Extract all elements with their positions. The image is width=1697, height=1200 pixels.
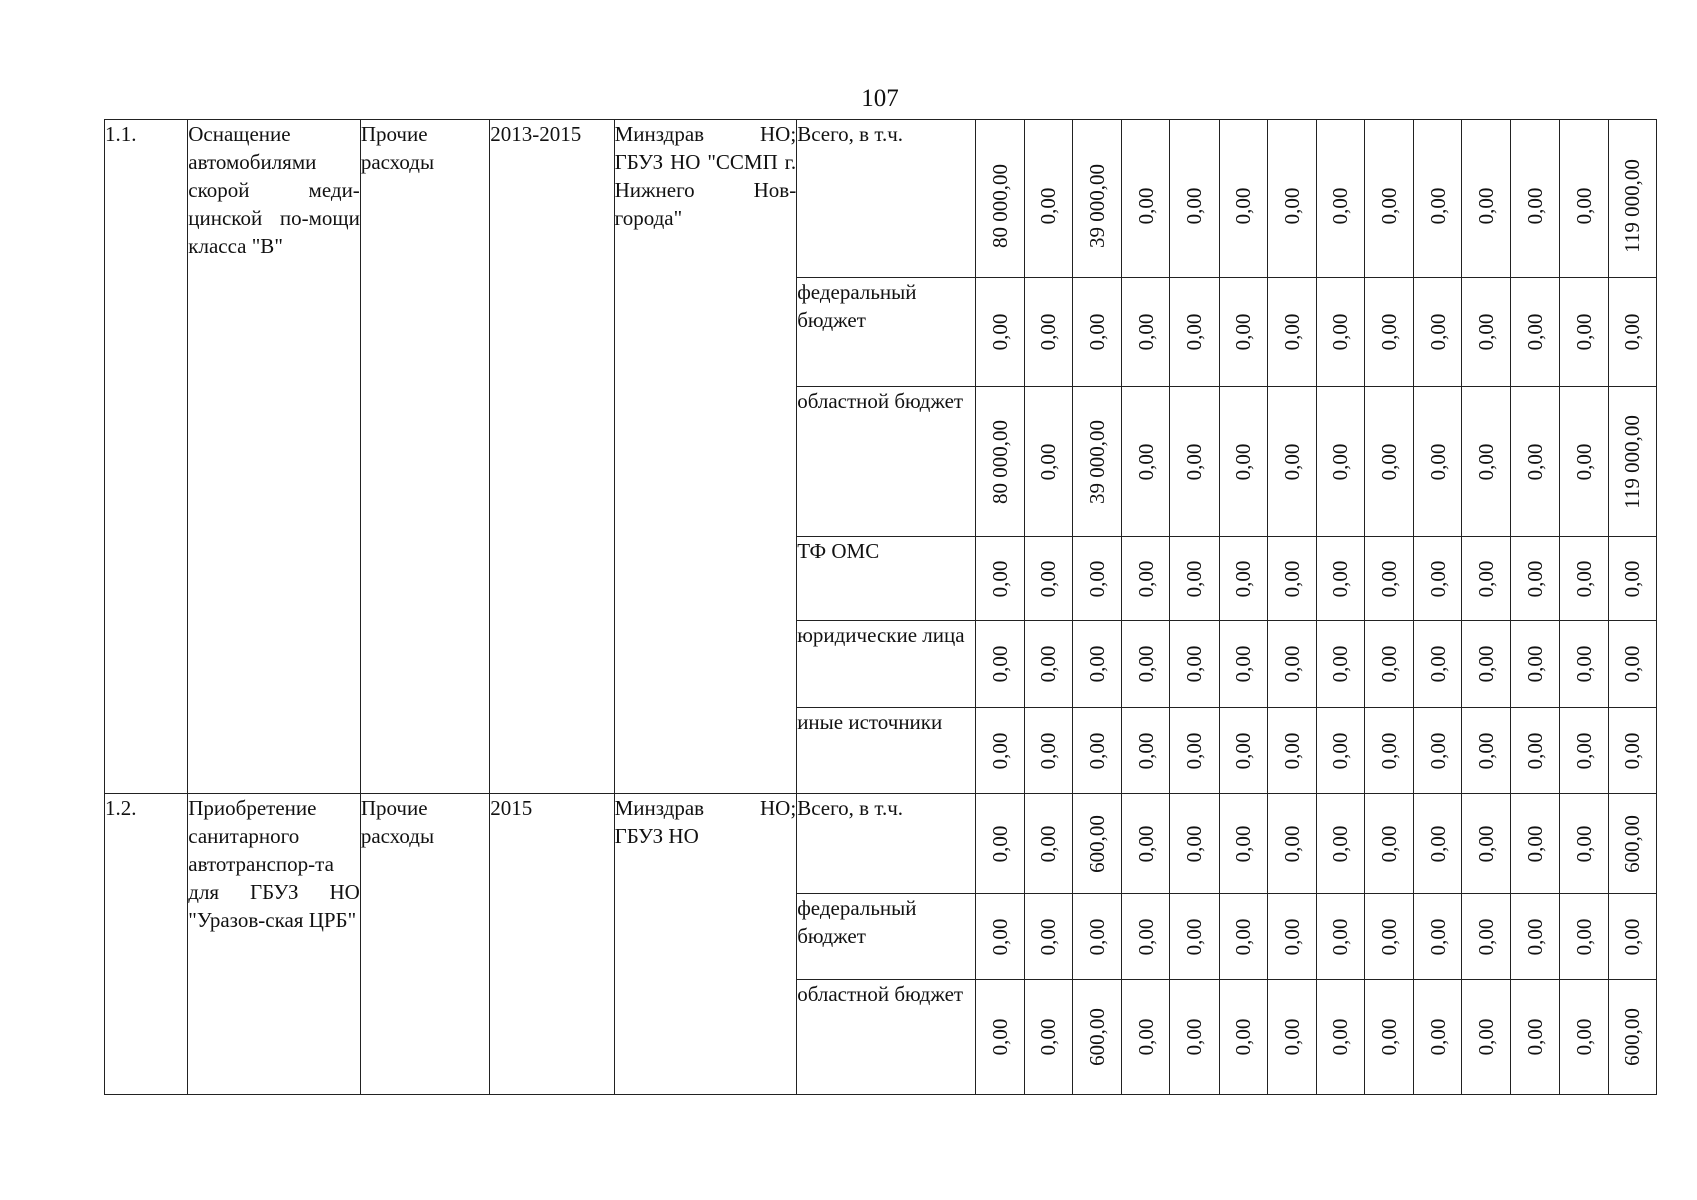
amount-value: 0,00 — [1328, 918, 1353, 955]
amount-cell — [1024, 894, 1072, 980]
amount-value: 0,00 — [1279, 732, 1304, 769]
amount-cell — [1122, 387, 1170, 537]
budget-row — [105, 794, 1657, 894]
amount-cell — [1511, 621, 1559, 708]
amount-value: 80 000,00 — [987, 419, 1012, 504]
amount-value: 0,00 — [1522, 645, 1547, 683]
amount-value: 0,00 — [1474, 918, 1499, 955]
amount-cell — [1170, 894, 1219, 980]
amount-cell — [1316, 120, 1364, 278]
funding-source: ТФ ОМС — [797, 537, 976, 621]
amount-cell — [1316, 980, 1364, 1095]
amount-value: 0,00 — [1085, 313, 1110, 351]
amount-value: 0,00 — [1279, 645, 1304, 683]
amount-cell — [1414, 537, 1462, 621]
amount-cell — [1170, 708, 1219, 794]
item-number: 1.2. — [105, 794, 188, 1095]
amount-value: 0,00 — [1231, 825, 1256, 862]
amount-value: 0,00 — [1425, 560, 1450, 597]
amount-cell — [1608, 980, 1656, 1095]
item-name: Оснащение автомобилями скорой меди-цинской по-мощи класса "В" — [188, 120, 361, 794]
amount-value: 0,00 — [1182, 645, 1207, 683]
amount-value: 0,00 — [1231, 1018, 1256, 1056]
amount-cell — [1219, 278, 1267, 387]
amount-value: 600,00 — [1620, 1008, 1645, 1066]
amount-cell — [1316, 278, 1364, 387]
amount-value: 0,00 — [1182, 313, 1207, 351]
amount-value: 0,00 — [1620, 645, 1645, 683]
amount-cell — [1219, 980, 1267, 1095]
amount-value: 0,00 — [1279, 1018, 1304, 1056]
amount-value: 0,00 — [1328, 443, 1353, 480]
amount-value: 39 000,00 — [1085, 164, 1110, 249]
amount-cell — [1414, 278, 1462, 387]
amount-cell — [1511, 278, 1559, 387]
amount-cell — [1364, 980, 1413, 1095]
amount-cell — [1219, 387, 1267, 537]
amount-cell — [1219, 894, 1267, 980]
amount-value: 0,00 — [1328, 1018, 1353, 1056]
amount-value: 0,00 — [987, 1018, 1012, 1056]
amount-value: 0,00 — [1085, 645, 1110, 683]
amount-cell — [1414, 708, 1462, 794]
amount-value: 0,00 — [1522, 1018, 1547, 1056]
amount-cell — [1364, 120, 1413, 278]
amount-cell — [1219, 120, 1267, 278]
amount-cell — [1267, 708, 1316, 794]
funding-source: юридические лица — [797, 621, 976, 708]
amount-value: 0,00 — [1279, 560, 1304, 597]
amount-cell — [1024, 794, 1072, 894]
amount-cell — [1316, 621, 1364, 708]
amount-cell — [1024, 708, 1072, 794]
amount-cell — [1170, 537, 1219, 621]
amount-cell — [1559, 894, 1608, 980]
budget-row — [105, 120, 1657, 278]
amount-cell — [1219, 794, 1267, 894]
amount-cell — [1608, 621, 1656, 708]
amount-cell — [975, 894, 1024, 980]
amount-cell — [1511, 708, 1559, 794]
amount-cell — [1267, 120, 1316, 278]
amount-cell — [1073, 537, 1122, 621]
item-period: 2015 — [490, 794, 614, 1095]
amount-cell — [1267, 537, 1316, 621]
amount-cell — [975, 621, 1024, 708]
amount-value: 0,00 — [1231, 732, 1256, 769]
amount-cell — [1122, 537, 1170, 621]
amount-value: 0,00 — [987, 560, 1012, 597]
amount-cell — [1122, 621, 1170, 708]
amount-value: 0,00 — [1620, 918, 1645, 955]
amount-value: 0,00 — [1279, 313, 1304, 351]
amount-cell — [1511, 120, 1559, 278]
amount-cell — [1511, 980, 1559, 1095]
amount-value: 0,00 — [1133, 560, 1158, 597]
amount-value: 0,00 — [1425, 187, 1450, 225]
amount-value: 0,00 — [1036, 1018, 1061, 1056]
amount-cell — [1608, 537, 1656, 621]
amount-value: 0,00 — [1474, 187, 1499, 225]
amount-value: 80 000,00 — [987, 164, 1012, 249]
expense-type: Прочие расходы — [360, 120, 489, 794]
amount-value: 0,00 — [1474, 732, 1499, 769]
amount-value: 0,00 — [1036, 732, 1061, 769]
amount-cell — [1267, 387, 1316, 537]
amount-cell — [1024, 621, 1072, 708]
amount-value: 0,00 — [1182, 560, 1207, 597]
amount-value: 0,00 — [1571, 443, 1596, 480]
amount-value: 0,00 — [1231, 187, 1256, 225]
amount-cell — [1511, 794, 1559, 894]
amount-cell — [1608, 794, 1656, 894]
amount-cell — [1608, 894, 1656, 980]
amount-cell — [1608, 120, 1656, 278]
amount-cell — [1170, 387, 1219, 537]
amount-cell — [1170, 120, 1219, 278]
amount-value: 0,00 — [1328, 313, 1353, 351]
amount-value: 0,00 — [1571, 560, 1596, 597]
amount-value: 0,00 — [1279, 918, 1304, 955]
amount-cell — [1024, 980, 1072, 1095]
amount-value: 0,00 — [1377, 918, 1402, 955]
funding-source: областной бюджет — [797, 387, 976, 537]
amount-value: 0,00 — [1522, 313, 1547, 351]
amount-cell — [1122, 794, 1170, 894]
amount-cell — [1364, 278, 1413, 387]
amount-value: 0,00 — [1425, 645, 1450, 683]
amount-cell — [1316, 708, 1364, 794]
amount-value: 0,00 — [1571, 918, 1596, 955]
amount-cell — [975, 120, 1024, 278]
amount-value: 119 000,00 — [1620, 159, 1645, 254]
amount-cell — [1414, 980, 1462, 1095]
amount-value: 0,00 — [1620, 313, 1645, 351]
amount-cell — [1267, 794, 1316, 894]
amount-cell — [1559, 621, 1608, 708]
item-period: 2013-2015 — [490, 120, 614, 794]
amount-cell — [1414, 794, 1462, 894]
amount-cell — [1511, 537, 1559, 621]
amount-value: 0,00 — [1474, 443, 1499, 480]
amount-cell — [1608, 278, 1656, 387]
amount-value: 0,00 — [1620, 560, 1645, 597]
amount-cell — [1462, 387, 1511, 537]
item-name: Приобретение санитарного автотранспор-та для ГБУЗ НО "Уразов-ская ЦРБ" — [188, 794, 361, 1095]
amount-value: 0,00 — [1474, 313, 1499, 351]
amount-value: 0,00 — [1328, 560, 1353, 597]
amount-cell — [1122, 708, 1170, 794]
amount-value: 0,00 — [1279, 443, 1304, 480]
amount-value: 0,00 — [1522, 560, 1547, 597]
budget-table — [104, 119, 1657, 1095]
amount-value: 0,00 — [1377, 313, 1402, 351]
amount-value: 0,00 — [1377, 560, 1402, 597]
amount-cell — [1364, 708, 1413, 794]
amount-value: 0,00 — [1133, 1018, 1158, 1056]
amount-value: 600,00 — [1085, 814, 1110, 873]
amount-cell — [1462, 980, 1511, 1095]
amount-cell — [1364, 387, 1413, 537]
amount-value: 0,00 — [1377, 645, 1402, 683]
amount-value: 0,00 — [987, 732, 1012, 769]
amount-value: 0,00 — [1328, 732, 1353, 769]
amount-cell — [1608, 708, 1656, 794]
amount-cell — [1170, 980, 1219, 1095]
amount-value: 0,00 — [1474, 1018, 1499, 1056]
amount-cell — [1414, 387, 1462, 537]
amount-cell — [1511, 894, 1559, 980]
amount-cell — [1122, 894, 1170, 980]
amount-cell — [975, 537, 1024, 621]
amount-cell — [1073, 794, 1122, 894]
amount-value: 0,00 — [1133, 187, 1158, 225]
amount-cell — [1462, 120, 1511, 278]
amount-value: 0,00 — [1377, 732, 1402, 769]
amount-value: 0,00 — [1522, 732, 1547, 769]
amount-value: 0,00 — [1522, 443, 1547, 480]
amount-value: 0,00 — [1231, 313, 1256, 351]
amount-cell — [1364, 621, 1413, 708]
amount-value: 0,00 — [1328, 825, 1353, 862]
amount-cell — [975, 794, 1024, 894]
amount-cell — [1511, 387, 1559, 537]
amount-value: 0,00 — [1522, 825, 1547, 862]
amount-value: 0,00 — [1182, 187, 1207, 225]
amount-cell — [1122, 120, 1170, 278]
amount-value: 0,00 — [1425, 1018, 1450, 1056]
amount-value: 0,00 — [1377, 1018, 1402, 1056]
amount-value: 0,00 — [1133, 313, 1158, 351]
amount-value: 0,00 — [1571, 313, 1596, 351]
amount-cell — [975, 278, 1024, 387]
amount-value: 0,00 — [1182, 443, 1207, 480]
item-number: 1.1. — [105, 120, 188, 794]
amount-cell — [1364, 537, 1413, 621]
amount-value: 0,00 — [1133, 732, 1158, 769]
amount-cell — [1462, 278, 1511, 387]
amount-value: 0,00 — [1571, 187, 1596, 225]
expense-type: Прочие расходы — [360, 794, 489, 1095]
amount-cell — [1073, 621, 1122, 708]
amount-value: 0,00 — [1328, 187, 1353, 225]
amount-cell — [1122, 980, 1170, 1095]
amount-cell — [1414, 894, 1462, 980]
amount-value: 0,00 — [987, 645, 1012, 683]
item-executor: Минздрав НО; ГБУЗ НО — [614, 794, 797, 1095]
amount-value: 0,00 — [1182, 825, 1207, 862]
amount-cell — [1024, 120, 1072, 278]
amount-value: 0,00 — [1036, 560, 1061, 597]
amount-cell — [1219, 537, 1267, 621]
amount-cell — [1170, 621, 1219, 708]
amount-cell — [1073, 120, 1122, 278]
amount-cell — [1364, 794, 1413, 894]
amount-cell — [1316, 894, 1364, 980]
funding-source: федеральный бюджет — [797, 278, 976, 387]
amount-cell — [1559, 387, 1608, 537]
amount-value: 0,00 — [1571, 732, 1596, 769]
amount-cell — [1267, 621, 1316, 708]
amount-value: 39 000,00 — [1085, 419, 1110, 504]
amount-value: 0,00 — [1036, 825, 1061, 862]
amount-value: 0,00 — [1425, 825, 1450, 862]
amount-cell — [1024, 278, 1072, 387]
amount-cell — [1122, 278, 1170, 387]
amount-value: 0,00 — [1279, 187, 1304, 225]
funding-source: Всего, в т.ч. — [797, 794, 976, 894]
amount-value: 0,00 — [1182, 732, 1207, 769]
amount-value: 0,00 — [1085, 732, 1110, 769]
amount-value: 0,00 — [1474, 645, 1499, 683]
page-number: 107 — [861, 85, 899, 112]
amount-value: 0,00 — [1085, 560, 1110, 597]
amount-value: 0,00 — [1133, 443, 1158, 480]
amount-value: 0,00 — [1133, 825, 1158, 862]
amount-value: 0,00 — [1425, 918, 1450, 955]
amount-value: 0,00 — [1036, 918, 1061, 955]
funding-source: федеральный бюджет — [797, 894, 976, 980]
amount-value: 0,00 — [1571, 1018, 1596, 1056]
amount-value: 119 000,00 — [1620, 414, 1645, 509]
amount-value: 0,00 — [987, 313, 1012, 351]
amount-cell — [1073, 980, 1122, 1095]
amount-value: 0,00 — [1474, 825, 1499, 862]
amount-cell — [975, 980, 1024, 1095]
amount-cell — [1414, 621, 1462, 708]
item-executor: Минздрав НО; ГБУЗ НО "ССМП г. Нижнего Нов-города" — [614, 120, 797, 794]
amount-cell — [1170, 794, 1219, 894]
amount-cell — [1559, 708, 1608, 794]
amount-value: 0,00 — [1377, 443, 1402, 480]
funding-source: областной бюджет — [797, 980, 976, 1095]
amount-value: 0,00 — [1474, 560, 1499, 597]
amount-value: 0,00 — [1571, 645, 1596, 683]
amount-cell — [1316, 387, 1364, 537]
amount-cell — [1219, 708, 1267, 794]
amount-cell — [1073, 708, 1122, 794]
amount-value: 0,00 — [987, 918, 1012, 955]
amount-value: 0,00 — [987, 825, 1012, 862]
amount-value: 0,00 — [1571, 825, 1596, 862]
amount-value: 600,00 — [1085, 1008, 1110, 1066]
amount-cell — [1024, 537, 1072, 621]
amount-cell — [1267, 278, 1316, 387]
amount-value: 0,00 — [1036, 313, 1061, 351]
amount-cell — [1462, 708, 1511, 794]
amount-cell — [1267, 894, 1316, 980]
amount-value: 0,00 — [1522, 918, 1547, 955]
amount-cell — [1462, 621, 1511, 708]
amount-value: 0,00 — [1231, 918, 1256, 955]
amount-value: 0,00 — [1085, 918, 1110, 955]
amount-value: 0,00 — [1425, 732, 1450, 769]
amount-cell — [1559, 120, 1608, 278]
amount-cell — [1559, 794, 1608, 894]
amount-cell — [1462, 794, 1511, 894]
amount-cell — [1608, 387, 1656, 537]
amount-value: 0,00 — [1328, 645, 1353, 683]
amount-value: 0,00 — [1377, 825, 1402, 862]
amount-value: 0,00 — [1182, 918, 1207, 955]
amount-value: 0,00 — [1522, 187, 1547, 225]
amount-value: 0,00 — [1231, 560, 1256, 597]
amount-cell — [1414, 120, 1462, 278]
amount-cell — [1316, 537, 1364, 621]
amount-cell — [1073, 894, 1122, 980]
amount-value: 0,00 — [1133, 918, 1158, 955]
amount-cell — [1170, 278, 1219, 387]
amount-cell — [1559, 980, 1608, 1095]
amount-cell — [975, 708, 1024, 794]
amount-value: 0,00 — [1036, 187, 1061, 225]
amount-value: 0,00 — [1279, 825, 1304, 862]
amount-cell — [975, 387, 1024, 537]
amount-cell — [1024, 387, 1072, 537]
amount-value: 0,00 — [1425, 443, 1450, 480]
amount-value: 0,00 — [1133, 645, 1158, 683]
funding-source: Всего, в т.ч. — [797, 120, 976, 278]
amount-cell — [1073, 387, 1122, 537]
amount-cell — [1559, 278, 1608, 387]
amount-value: 0,00 — [1182, 1018, 1207, 1056]
amount-cell — [1462, 894, 1511, 980]
amount-value: 0,00 — [1036, 443, 1061, 480]
amount-cell — [1559, 537, 1608, 621]
amount-value: 0,00 — [1036, 645, 1061, 683]
amount-cell — [1462, 537, 1511, 621]
amount-cell — [1364, 894, 1413, 980]
funding-source: иные источники — [797, 708, 976, 794]
amount-cell — [1316, 794, 1364, 894]
amount-value: 0,00 — [1231, 645, 1256, 683]
amount-cell — [1073, 278, 1122, 387]
amount-cell — [1219, 621, 1267, 708]
amount-value: 0,00 — [1377, 187, 1402, 225]
amount-value: 0,00 — [1620, 732, 1645, 769]
amount-value: 0,00 — [1231, 443, 1256, 480]
amount-value: 600,00 — [1620, 814, 1645, 873]
amount-cell — [1267, 980, 1316, 1095]
amount-value: 0,00 — [1425, 313, 1450, 351]
